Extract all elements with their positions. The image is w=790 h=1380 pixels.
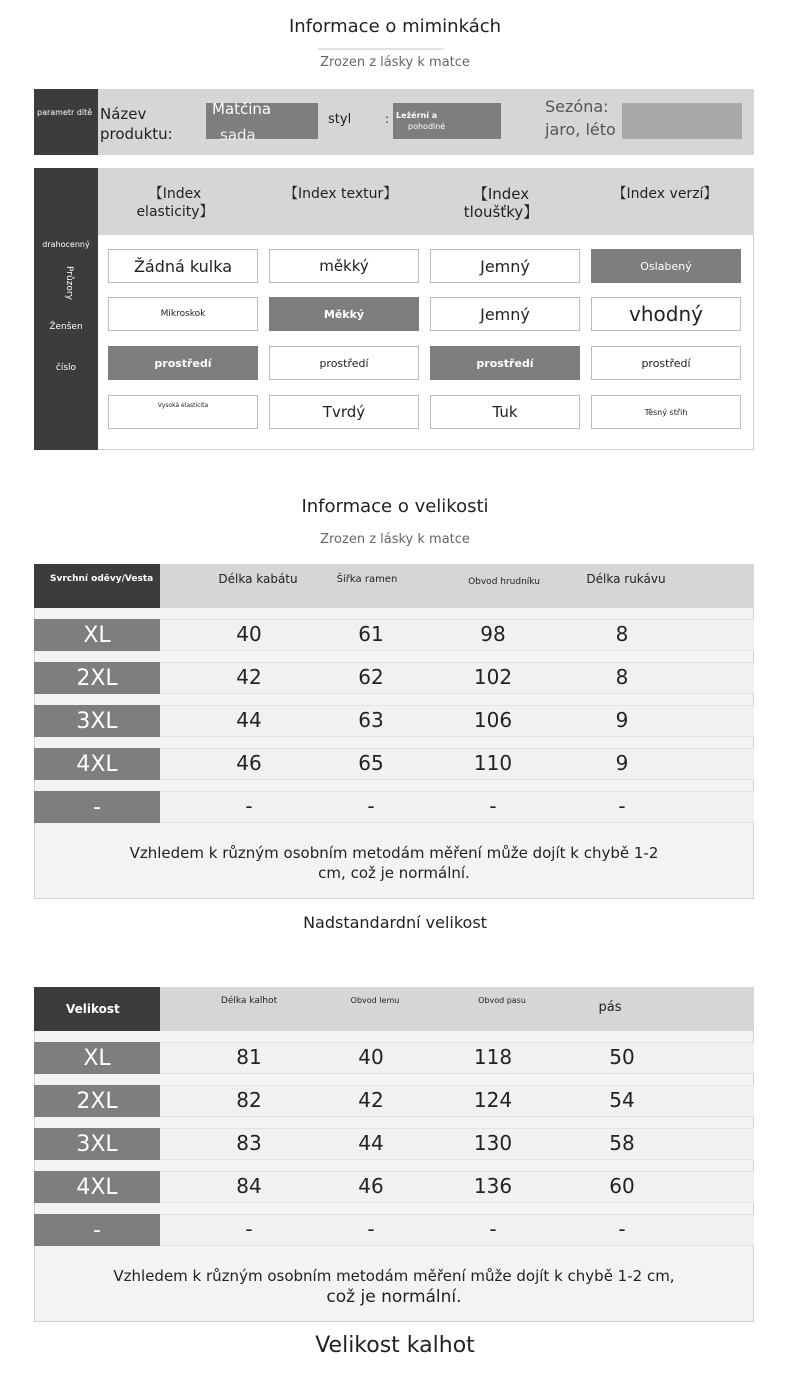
pants-size-size-label: 2XL [34,1085,160,1117]
top-size-cell: 44 [236,708,262,732]
top-size-cell: - [245,794,253,818]
param-label-cell [34,89,98,155]
pants-size-cell: 44 [358,1131,384,1155]
top-size-cell: - [489,794,497,818]
pants-size-cell: 118 [473,1045,513,1069]
oversize-caption: Nadstandardní velikost [303,913,487,932]
pants-size-cell: 50 [609,1045,635,1069]
season-value: jaro, léto [545,120,616,139]
pants-size-size-label: 3XL [34,1128,160,1160]
col-sleeve: Délka rukávu [586,572,666,586]
top-size-cell: 8 [615,622,629,646]
index-cell: Těsný střih [591,395,741,429]
pants-size-cell: 83 [236,1131,262,1155]
index-cell-selected: prostředí [108,346,258,380]
col-coat-length: Délka kabátu [218,572,298,586]
col-head-thickness: 【Index tloušťky】 [463,185,539,221]
side-label-number: číslo [55,363,77,373]
pants-size-cell: - [489,1217,497,1241]
top-size-cell: 46 [236,751,262,775]
top-size-note-line-2: cm, což je normální. [318,864,470,882]
style-label: styl [328,112,352,127]
style-value-box [393,103,501,139]
pants-size-cell: 54 [609,1088,635,1112]
side-label-vents: Průzory [64,266,74,300]
col-pants-length: Délka kalhot [220,996,278,1006]
top-size-cell: - [367,794,375,818]
top-size-note-line-1: Vzhledem k různým osobním metodám měření může dojít k chybě 1-2 [129,844,659,862]
pants-size-cell: - [618,1217,626,1241]
top-size-cell: 40 [236,622,262,646]
index-cell: Vysoká elasticita [108,395,258,429]
index-cell: Jemný [430,249,580,283]
size-info-title: Informace o velikosti [301,496,489,517]
index-cell-selected: prostředí [430,346,580,380]
top-size-cell: 62 [358,665,384,689]
top-size-cell: 42 [236,665,262,689]
index-cell: vhodný [591,297,741,331]
side-label-precious: drahocenný [42,240,90,249]
index-cell: měkký [269,249,419,283]
index-cell: prostředí [269,346,419,380]
pants-size-size-label: XL [34,1042,160,1074]
col-belt: pás [598,1000,622,1015]
season-blur-box [622,103,742,139]
pants-size-cell: 42 [358,1088,384,1112]
pants-size-cell: 84 [236,1174,262,1198]
season-label: Sezóna: [545,97,609,116]
pants-size-cell: 40 [358,1045,384,1069]
top-size-size-label: 4XL [34,748,160,780]
size-info-subtitle: Zrozen z lásky k matce [320,532,470,547]
pants-size-cell: 136 [473,1174,513,1198]
pants-size-caption: Velikost kalhot [315,1333,475,1358]
side-label-ginseng: Ženšen [49,322,83,332]
pants-size-note-line-1: Vzhledem k různým osobním metodám měření může dojít k chybě 1-2 cm, [113,1267,675,1285]
top-size-cell: 63 [358,708,384,732]
top-size-size-label: XL [34,619,160,651]
col-head-version: 【Index verzí】 [612,186,718,202]
pants-size-cell: 124 [473,1088,513,1112]
pants-size-cell: 46 [358,1174,384,1198]
top-size-cell: 9 [615,708,629,732]
index-cell: prostředí [591,346,741,380]
col-hem: Obvod lemu [350,996,400,1005]
pants-size-header-label: Velikost [34,987,160,1031]
baby-info-subtitle: Zrozen z lásky k matce [320,55,470,70]
product-name-value-1: Matčina [212,100,272,118]
top-size-cell: 9 [615,751,629,775]
top-size-size-label: 3XL [34,705,160,737]
col-waist: Obvod pasu [478,996,526,1005]
top-size-cell: - [618,794,626,818]
col-head-texture: 【Index textur】 [284,186,398,202]
index-cell-selected: Oslabený [591,249,741,283]
index-cell-selected: Měkký [269,297,419,331]
top-size-cell: 65 [358,751,384,775]
pants-size-size-label: 4XL [34,1171,160,1203]
style-value-2: pohodlné [408,122,446,131]
top-size-header-label: Svrchní oděvy/Vesta [34,564,160,608]
style-value-1: Ležérní a [396,111,438,120]
pants-size-cell: - [367,1217,375,1241]
index-cell: Tvrdý [269,395,419,429]
top-size-cell: 8 [615,665,629,689]
pants-size-cell: 60 [609,1174,635,1198]
param-label: parametr dítě [37,108,93,117]
top-size-cell: 110 [473,751,513,775]
top-size-size-label: 2XL [34,662,160,694]
title-divider [318,48,444,50]
index-side-column [34,168,98,450]
index-cell: Jemný [430,297,580,331]
pants-size-size-label: - [34,1214,160,1246]
col-shoulder-width: Šířka ramen [336,574,398,585]
product-name-value-2: sada [220,126,256,144]
col-head-elasticity: 【Index elasticity】 [136,186,214,220]
product-name-label: Název produktu: [100,105,173,143]
pants-size-cell: 82 [236,1088,262,1112]
pants-size-note-line-2: což je normální. [326,1287,462,1307]
top-size-size-label: - [34,791,160,823]
style-colon: : [385,112,390,126]
top-size-cell: 98 [480,622,506,646]
top-size-cell: 61 [358,622,384,646]
col-chest: Obvod hrudníku [468,577,540,587]
top-size-cell: 106 [473,708,513,732]
pants-size-cell: 130 [473,1131,513,1155]
baby-info-title: Informace o miminkách [288,16,502,37]
index-cell: Tuk [430,395,580,429]
pants-size-cell: 81 [236,1045,262,1069]
index-cell: Žádná kulka [108,249,258,283]
pants-size-cell: 58 [609,1131,635,1155]
pants-size-cell: - [245,1217,253,1241]
top-size-cell: 102 [473,665,513,689]
index-cell: Mikroskok [108,297,258,331]
